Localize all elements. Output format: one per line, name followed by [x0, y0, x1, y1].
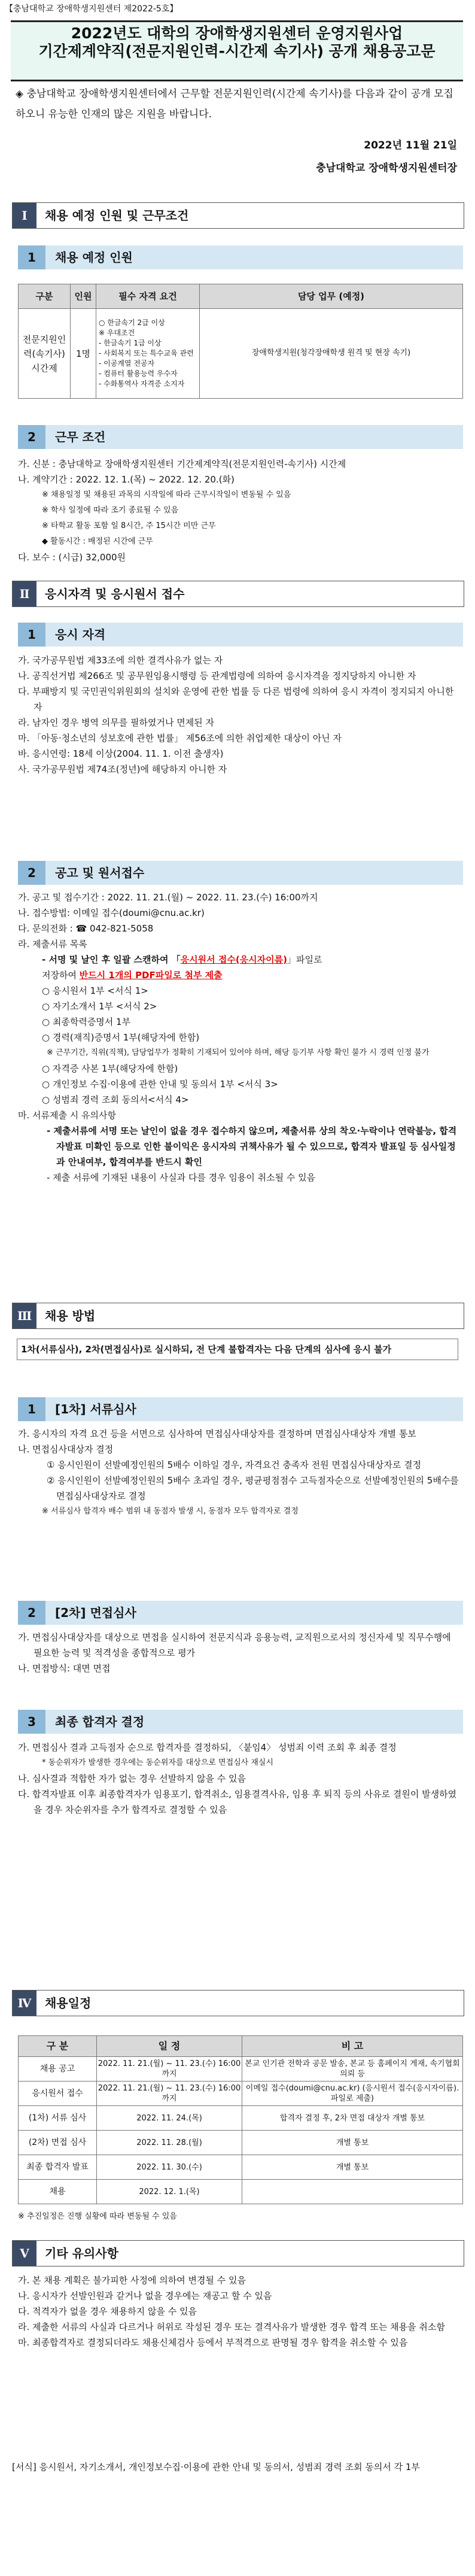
interview-details: 가. 면접심사대상자를 대상으로 면접을 실시하여 전문지식과 응용능력, 교직원으로서의 정신자세 및 직무수행에 필요한 능력 및 적격성을 종합적으로 평가 나. 면접방식: 대면 면접: [18, 1632, 451, 1674]
document-number: 【충남대학교 장애학생지원센터 제2022-5호】: [5, 4, 178, 14]
section-3-header: Ⅲ 채용 방법: [12, 1303, 464, 1329]
position-table: 구분 인원 필수 자격 요건 담당 업무 (예정) 전문지원인력(속기사) 시간제 1명 ○ 한글속기 2급 이상 ※ 우대조건 - 한글속기 1급 이상 - 사회복지 또는 특수교육 관련 - 이공계열 전공자 - 컴퓨터 활용능력 우수자 - 수화통역사 자격증 소지자 장애학생지원(청각장애학생 원격 및 현장 속기): [18, 284, 463, 399]
schedule-table: 구 분 일 정 비 고 채용 공고 2022. 11. 21.(월) ~ 11. 23.(수) 16:00까지 본교 인기관 전학과 공문 발송, 본교 등 홈페이지 게재, 속기협회 의뢰 등 응시원서 접수 2022. 11. 21.(월) ~ 11. 23.(수) 16:00까지 이메일 접수(doumi@cnu.ac.kr) (응시원서 접수(응시자이름).파일로 제출) (1차) 서류 심사 2022. 11. 24.(목) 합격자 결정 후, 2차 면접 대상자 개별 통보 (2차) 면접 심사 2022. 11. 28.(월) 개별 통보 최종 합격자 발표 2022. 11. 30.(수) 개별 통보 채용 2022. 12. 1.(목): [18, 2035, 463, 2204]
section-2-header: Ⅱ 응시자격 및 응시원서 접수: [12, 581, 464, 607]
section-1-header: [12, 202, 464, 229]
subsection-3-2-header: 2 [2차] 면접심사: [18, 1601, 463, 1625]
signer: 충남대학교 장애학생지원센터장: [316, 162, 457, 174]
method-note-box: 1차(서류심사), 2차(면접심사)로 실시하되, 전 단계 불합격자는 다음 단계의 심사에 응시 불가: [17, 1339, 458, 1360]
subsection-2-1-header: 1 응시 자격: [18, 623, 463, 647]
section-number: Ⅰ: [13, 203, 36, 228]
title-line-2: 기간제계약직(전문지원인력-시간제 속기사) 공개 채용공고문: [38, 43, 436, 60]
section-5-header: Ⅴ 기타 유의사항: [12, 2240, 464, 2266]
title-line-1: 2022년도 대학의 장애학생지원센터 운영지원사업: [71, 25, 403, 42]
schedule-note: ※ 추진일정은 진행 실황에 따라 변동될 수 있음: [18, 2212, 177, 2221]
work-conditions: 가. 신분 : 충남대학교 장애학생지원센터 기간제계약직(전문지원인력-속기사) 시간제 나. 계약기간 : 2022. 12. 1.(목) ~ 2022. 12. 20.(화) ※ 채용일정 및 채용된 과목의 시작일에 따라 근무시작일이 변동될 수 있음 ※ 학사 일정에 따라 조기 종료될 수 있음 ※ 타학교 활동 포함 일 8시간, 주 15시간 미만 근무 ◆ 활동시간 : 배정된 시간에 근무 다. 보수 : (시급) 32,000원: [18, 459, 346, 563]
application-details: 가. 공고 및 접수기간 : 2022. 11. 21.(월) ~ 2022. 11. 23.(수) 16:00까지 나. 접수방법: 이메일 접수(doumi@cnu.ac.kr) 다. 문의전화 : ☎ 042-821-5058 라. 제출서류 목록 - 서명 및 날인 후 일괄 스캔하여 「응시원서 접수(응시자이름)」파일로 저장하여 반드시 1개의 PDF파일로 첨부 제출 ○ 응시원서 1부 <서식 1> ○ 자기소개서 1부 <서식 2> ○ 최종학력증명서 1부 ○ 경력(재직)증명서 1부(해당자에 한함) ※ 근무기간, 직위(직책), 담당업무가 정확히 기재되어 있어야 하며, 해당 등기부 사항 확인 불가 시 경력 인정 불가 ○ 자격증 사본 1부(해당자에 한함) ○ 개인정보 수집·이용에 관한 안내 및 동의서 1부 <서식 3> ○ 성범죄 경력 조회 동의서<서식 4> 마. 서류제출 시 유의사항 - 제출서류에 서명 또는 날인이 없을 경우 접수하지 않으며, 제출서류 상의 착오·누락이나 연락불능, 합격자발표 미확인 등으로 인한 불이익은 응시자의 귀책사유가 될 수 있으므로, 합격자 발표일 등 심사일정과 안내여부, 합격여부를 반드시 확인 - 제출 서류에 기재된 내용이 사실과 다를 경우 임용이 취소될 수 있음: [18, 890, 461, 1185]
subsection-1-1-header: 1 채용 예정 인원: [18, 245, 463, 269]
announcement-date: 2022년 11월 21일: [364, 139, 457, 151]
table-row: (1차) 서류 심사 2022. 11. 24.(목) 합격자 결정 후, 2차 면접 대상자 개별 통보: [19, 2106, 463, 2131]
subsection-3-1-header: 1 [1차] 서류심사: [18, 1397, 463, 1421]
intro-text: ◈ 충남대학교 장애학생지원센터에서 근무할 전문지원인력(시간제 속기사)를 다음과 같이 공개 모집하오니 유능한 인재의 많은 지원을 바랍니다.: [16, 88, 453, 120]
table-row: 응시원서 접수 2022. 11. 21.(월) ~ 11. 23.(수) 16:00까지 이메일 접수(doumi@cnu.ac.kr) (응시원서 접수(응시자이름).파일로 제출): [19, 2082, 463, 2106]
position-duty: 장애학생지원(청각장애학생 원격 및 현장 속기): [200, 309, 463, 399]
section-title: 채용 예정 인원 및 근무조건: [45, 208, 189, 223]
subsection-1-2-header: 2 근무 조건: [18, 425, 463, 449]
subsection-2-2-header: 2 공고 및 원서접수: [18, 861, 463, 885]
position-count: 1명: [71, 309, 96, 399]
document-review: 가. 응시자의 자격 요건 등을 서면으로 심사하여 면접심사대상자를 결정하며 면접심사대상자 개별 통보 나. 면접심사대상자 결정 ① 응시인원이 선발예정인원의 5배수 이하일 경우, 자격요건 충족자 전원 면접심사대상자로 결정 ② 응시인원이 선발예정인원의 5배수 초과일 경우, 평균평점점수 고득점자순으로 선발예정인원의 5배수를 면접심사대상자로 결정 ※ 서류심사 합격자 배수 범위 내 동점자 발생 시, 동점자 모두 합격자로 결정: [18, 1428, 459, 1516]
position-requirements: ○ 한글속기 2급 이상 ※ 우대조건 - 한글속기 1급 이상 - 사회복지 또는 특수교육 관련 - 이공계열 전공자 - 컴퓨터 활용능력 우수자 - 수화통역사 자격증 소지자: [96, 309, 200, 399]
submission-warning: - 제출서류에 서명 또는 날인이 없을 경우 접수하지 않으며, 제출서류 상의 착오·누락이나 연락불능, 합격자발표 미확인 등으로 인한 불이익은 응시자의 귀책사유가 될 수 있으므로, 합격자 발표일 등 심사일정과 안내여부, 합격여부를 반드시 확인: [47, 1125, 457, 1167]
qualification-list: 가. 국가공무원법 제33조에 의한 결격사유가 없는 자 나. 공직선거법 제266조 및 공무원임용시행령 등 관계법령에 의하여 응시자격을 정지당하지 아니한 자 다. 부패방지 및 국민권익위원회의 설치와 운영에 관한 법률 등 다른 법령에 의하여 응시 자격이 정지되지 아니한 자 라. 남자인 경우 병역 의무를 필하였거나 면제된 자 마. 「아동·청소년의 성보호에 관한 법률」 제56조에 의한 취업제한 대상이 아닌 자 바. 응시연령: 18세 이상(2004. 11. 1. 이전 출생자) 사. 국가공무원법 제74조(정년)에 해당하지 아니한 자: [18, 655, 454, 775]
position-category: 전문지원인력(속기사) 시간제: [19, 309, 71, 399]
attached-forms: [서식] 응시원서, 자기소개서, 개인정보수집·이용에 관한 안내 및 동의서, 성범죄 경력 조회 동의서 각 1부: [12, 2462, 420, 2472]
title-box: [11, 20, 463, 81]
subsection-3-3-header: 3 최종 합격자 결정: [18, 1710, 463, 1734]
table-row: 채용 2022. 12. 1.(목): [19, 2180, 463, 2204]
table-row: (2차) 면접 심사 2022. 11. 28.(월) 개별 통보: [19, 2131, 463, 2155]
misc-notes: 가. 본 채용 계획은 불가피한 사정에 의하여 변경될 수 있음 나. 응시자가 선발인원과 같거나 없을 경우에는 재공고 할 수 있음 다. 적격자가 없을 경우 채용하지 않을 수 있음 라. 제출한 서류의 사실과 다르거나 허위로 작성된 경우 또는 결격사유가 발생한 경우 합격 또는 채용을 취소함 마. 최종합격자로 결정되더라도 채용신체검사 등에서 부적격으로 판명될 경우 합격을 취소할 수 있음: [18, 2275, 445, 2348]
section-4-header: Ⅳ 채용일정: [12, 1990, 464, 2016]
diamond-icon: ◈: [16, 88, 24, 100]
career-note: ※ 근무기간, 직위(직책), 담당업무가 정확히 기재되어 있어야 하며, 해당 등기부 사항 확인 불가 시 경력 인정 불가: [47, 1048, 430, 1057]
table-row: 채용 공고 2022. 11. 21.(월) ~ 11. 23.(수) 16:00까지 본교 인기관 전학과 공문 발송, 본교 등 홈페이지 게재, 속기협회 의뢰 등: [19, 2057, 463, 2082]
table-row: 최종 합격자 발표 2022. 11. 30.(수) 개별 통보: [19, 2155, 463, 2180]
final-decision: 가. 면접심사 결과 고득점자 순으로 합격자를 결정하되, 〈붙임4〉 성범죄 이력 조회 후 최종 결정 * 동순위자가 발생한 경우에는 동순위자를 대상으로 면접심사 재실시 나. 심사결과 적합한 자가 없는 경우 선발하지 않을 수 있음 다. 합격자발표 이후 최종합격자가 임용포기, 합격취소, 임용결격사유, 임용 후 퇴직 등의 사유로 결원이 발생하였을 경우 차순위자를 추가 합격자로 결정할 수 있음: [18, 1742, 457, 1815]
